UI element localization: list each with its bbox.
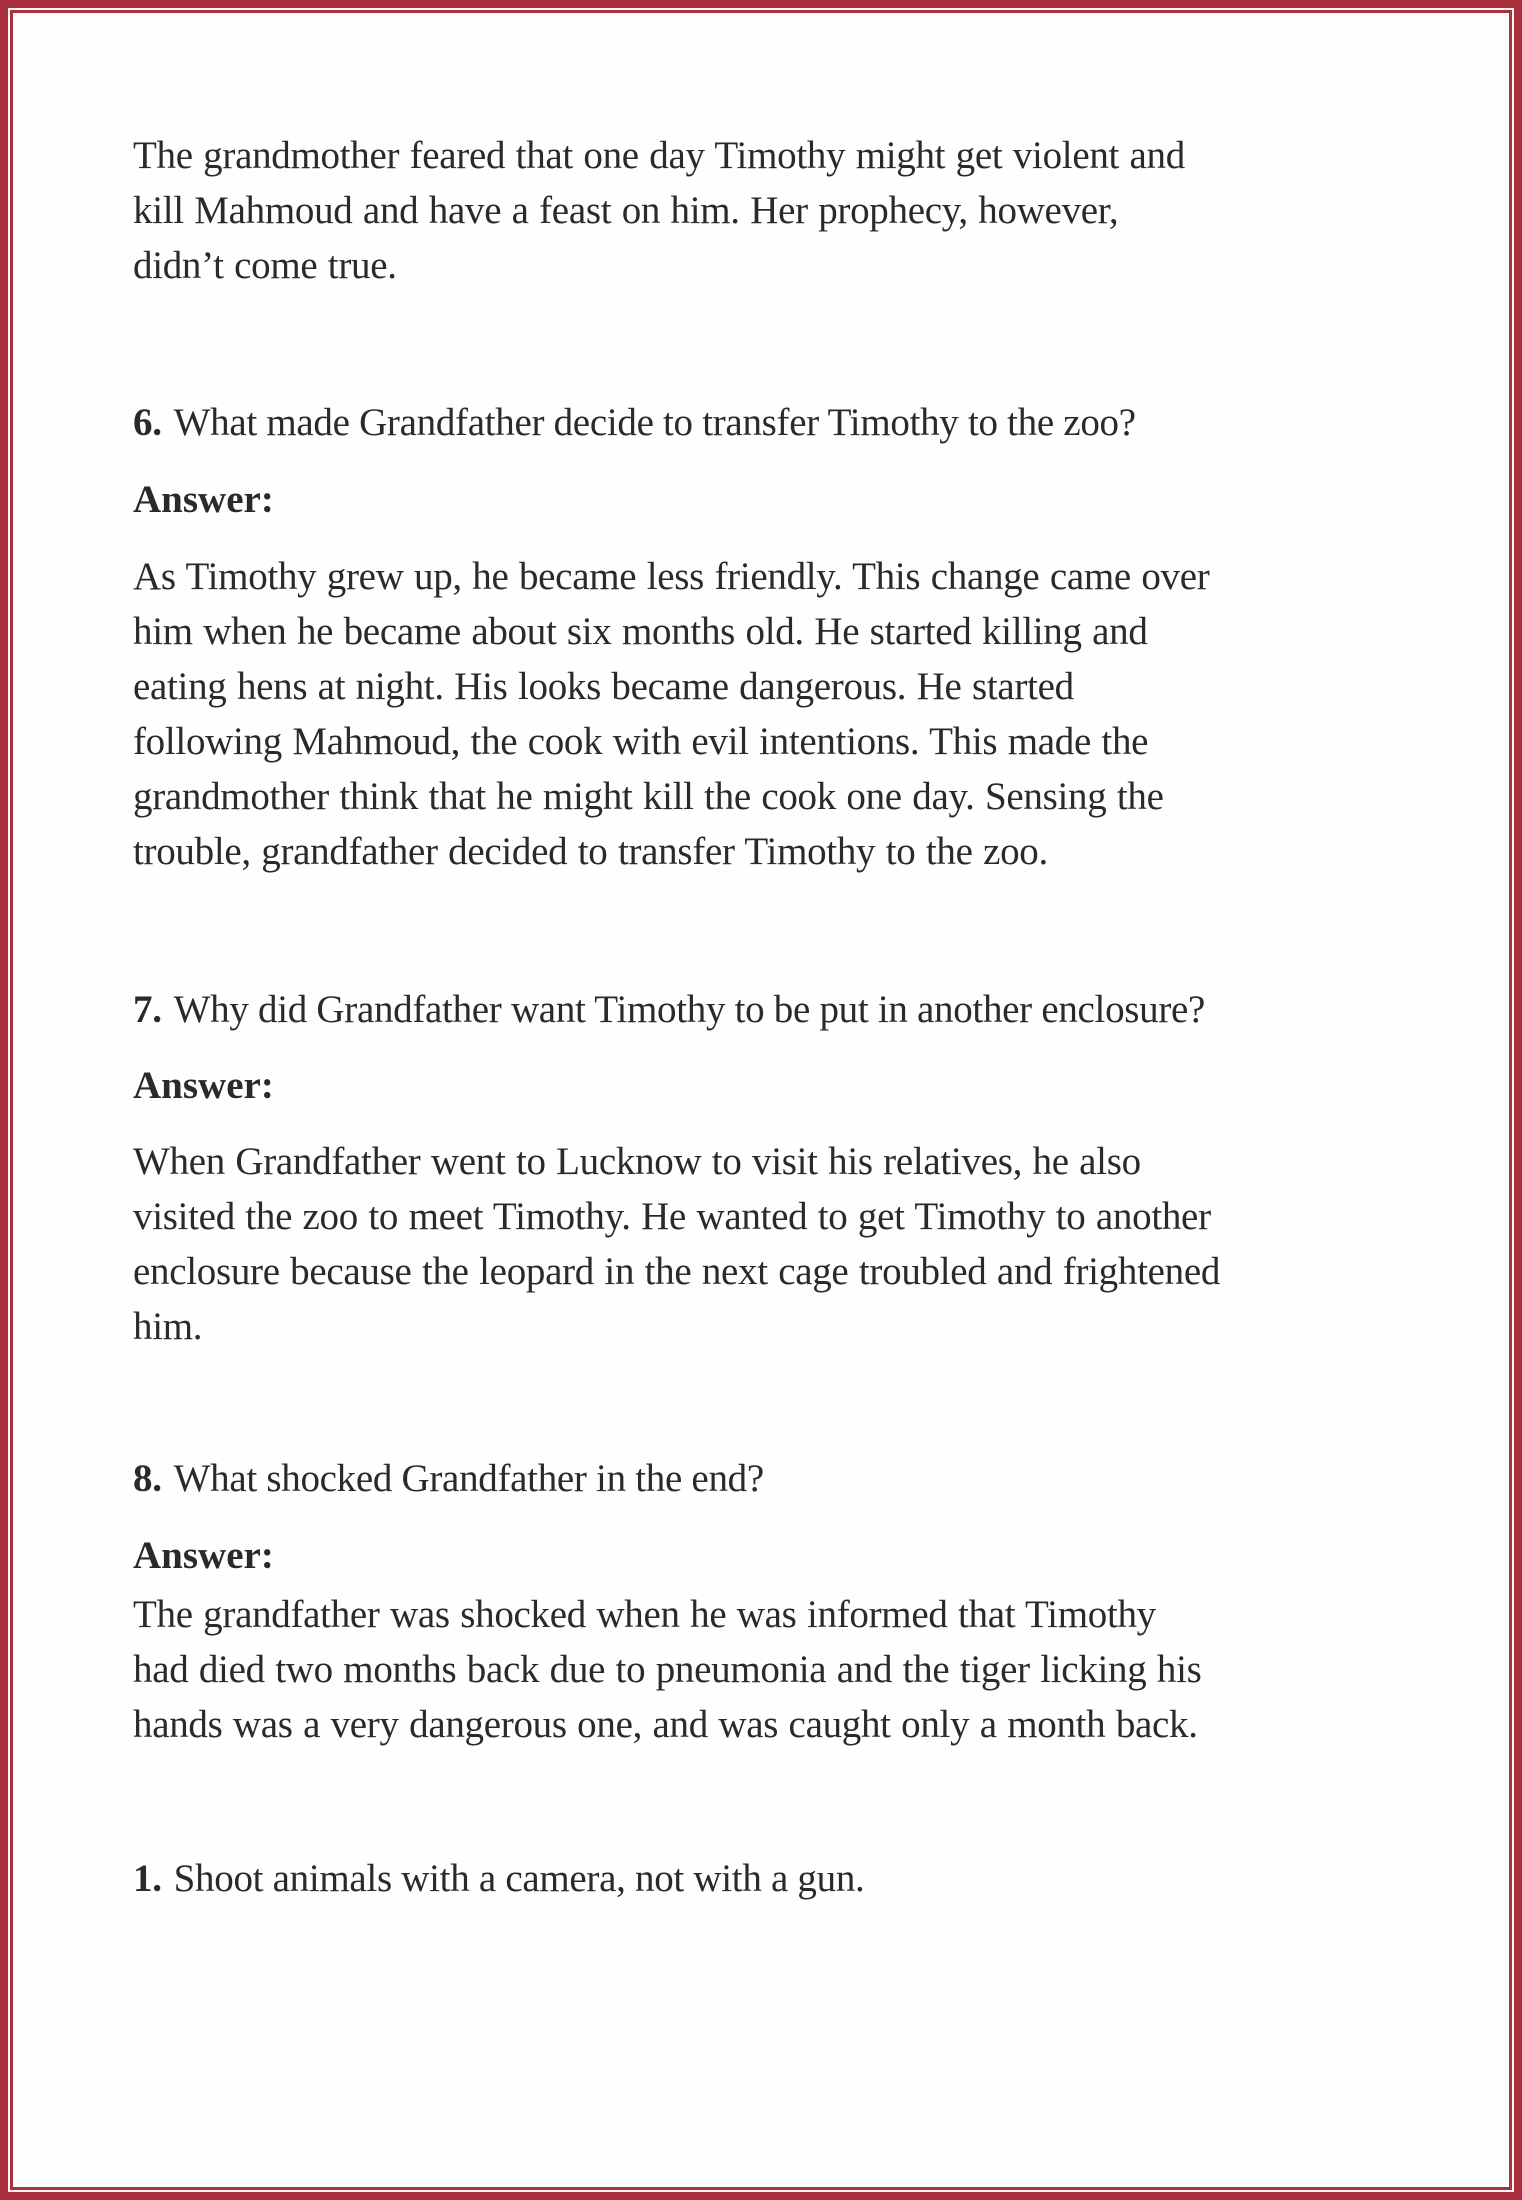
question-8	[133, 1451, 1393, 1506]
answer-7-paragraph	[133, 1134, 1393, 1354]
question-6	[133, 395, 1393, 450]
answer-label: Answer:	[133, 478, 274, 521]
answer-6-paragraph	[133, 549, 1393, 879]
text-line: The grandfather was shocked when he was informed that Timothy	[133, 1593, 1156, 1636]
question-number: 8.	[133, 1457, 162, 1500]
text-line: didn’t come true.	[133, 244, 397, 287]
text-line: kill Mahmoud and have a feast on him. Her prophecy, however,	[133, 189, 1119, 232]
question-text: What made Grandfather decide to transfer Timothy to the zoo?	[173, 401, 1136, 444]
question-number: 7.	[133, 988, 162, 1031]
list-item-text: Shoot animals with a camera, not with a gun.	[173, 1857, 865, 1900]
list-item-1	[133, 1851, 1393, 1906]
text-line: The grandmother feared that one day Timothy might get violent and	[133, 134, 1185, 177]
text-line: trouble, grandfather decided to transfer Timothy to the zoo.	[133, 830, 1048, 873]
question-number: 6.	[133, 401, 162, 444]
text-line: him.	[133, 1305, 203, 1348]
answer-label: Answer:	[133, 1534, 274, 1577]
intro-paragraph	[133, 128, 1393, 293]
text-line: visited the zoo to meet Timothy. He wanted to get Timothy to another	[133, 1195, 1211, 1238]
text-line: When Grandfather went to Lucknow to visit his relatives, he also	[133, 1140, 1141, 1183]
answer-label: Answer:	[133, 1064, 274, 1107]
text-line: enclosure because the leopard in the next cage troubled and frightened	[133, 1250, 1221, 1293]
text-line: As Timothy grew up, he became less friendly. This change came over	[133, 555, 1210, 598]
text-line: eating hens at night. His looks became dangerous. He started	[133, 665, 1074, 708]
list-item-number: 1.	[133, 1857, 162, 1900]
question-text: What shocked Grandfather in the end?	[173, 1457, 764, 1500]
text-line: him when he became about six months old. He started killing and	[133, 610, 1148, 653]
text-line: following Mahmoud, the cook with evil intentions. This made the	[133, 720, 1149, 763]
answer-8-paragraph	[133, 1587, 1393, 1752]
text-line: hands was a very dangerous one, and was caught only a month back.	[133, 1703, 1198, 1746]
question-7	[133, 982, 1393, 1037]
text-line: had died two months back due to pneumonia and the tiger licking his	[133, 1648, 1202, 1691]
question-text: Why did Grandfather want Timothy to be put in another enclosure?	[173, 988, 1206, 1031]
text-line: grandmother think that he might kill the cook one day. Sensing the	[133, 775, 1164, 818]
